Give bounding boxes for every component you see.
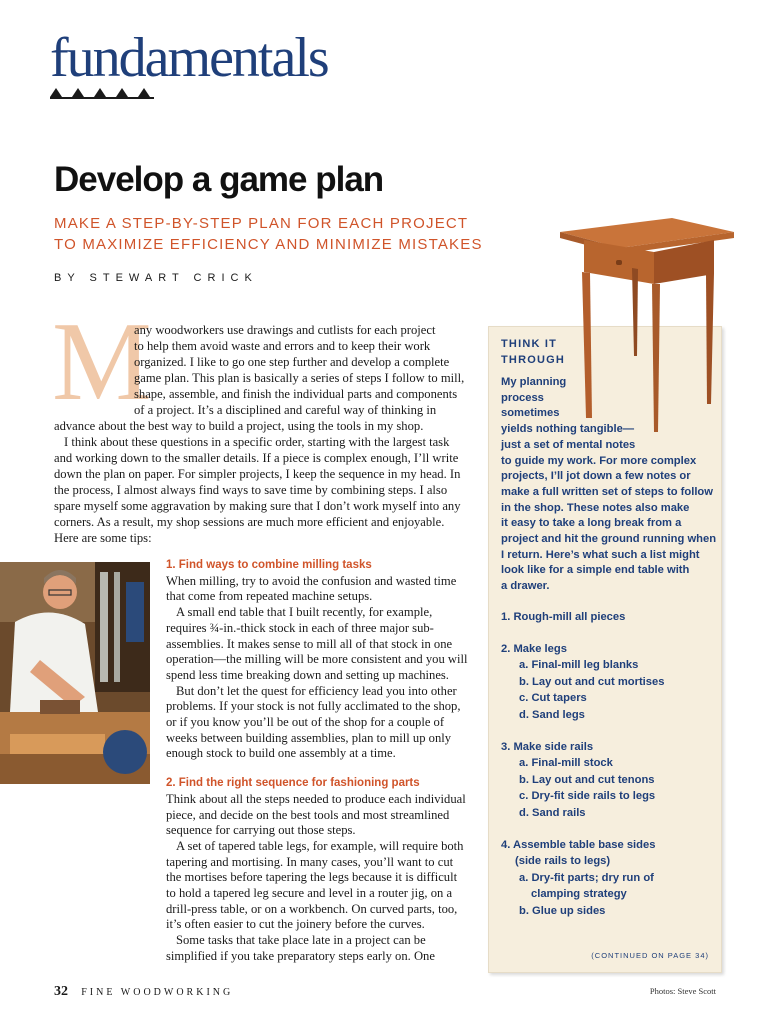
sidebar-line: yields nothing tangible— bbox=[501, 423, 635, 436]
sidebar-line: to guide my work. For more complex bbox=[501, 454, 697, 467]
intro-indented-block bbox=[134, 322, 468, 418]
triangle-icon bbox=[72, 88, 84, 97]
headline: Develop a game plan bbox=[54, 160, 384, 199]
sidebar-line: it easy to take a long break from a bbox=[501, 517, 682, 530]
substep-item: c. Cut tapers bbox=[519, 692, 587, 705]
step-item: 4. Assemble table base sides bbox=[501, 838, 656, 851]
sidebar-line: just a set of mental notes bbox=[501, 438, 636, 451]
deck-line: MAKE A STEP-BY-STEP PLAN FOR EACH PROJECT bbox=[54, 215, 469, 232]
intro-text bbox=[54, 322, 468, 546]
triangle-icon bbox=[138, 88, 150, 97]
masthead-title: fundamentals bbox=[50, 27, 328, 89]
step-item: 2. Make legs bbox=[501, 642, 567, 655]
substep-item: d. Sand legs bbox=[519, 708, 585, 721]
end-table-photo bbox=[556, 218, 736, 440]
substep-item: b. Lay out and cut tenons bbox=[519, 773, 655, 786]
triangle-icon bbox=[94, 88, 106, 97]
sidebar-line: a drawer. bbox=[501, 580, 550, 593]
substep-item: a. Final-mill leg blanks bbox=[519, 659, 639, 672]
sidebar-line: I return. Here’s what such a list might bbox=[501, 548, 700, 561]
sidebar-line: My planning bbox=[501, 376, 567, 388]
intro-line: of a project. It’s a disciplined and careful way of thinking in bbox=[134, 403, 437, 417]
list-spacer bbox=[501, 724, 717, 739]
list-spacer bbox=[501, 822, 717, 837]
magazine-name: FINE WOODWORKING bbox=[81, 987, 234, 998]
sidebar-line: projects, I’ll jot down a few notes or bbox=[501, 470, 691, 483]
intro-line: any woodworkers use drawings and cutlists for each project bbox=[134, 323, 436, 337]
sidebar-title-line: THINK IT bbox=[501, 338, 558, 350]
masthead-ornament bbox=[50, 88, 150, 97]
intro-line: to help them avoid waste and errors and to keep their work bbox=[134, 339, 431, 353]
substep-item: a. Final-mill stock bbox=[519, 757, 613, 770]
substep-continuation: clamping strategy bbox=[531, 888, 627, 901]
section-heading: 2. Find the right sequence for fashioning parts bbox=[166, 777, 420, 790]
body-paragraph: A small end table that I built recently, for example, requires ¾-in.-thick stock in each of three major sub-assemblies. It makes sense to mill all of that stock in one operation—the milling will be more consistent and you will spend less time breaking down and setting up machines. bbox=[166, 605, 468, 682]
triangle-icon bbox=[116, 88, 128, 97]
byline: BY STEWART CRICK bbox=[54, 272, 258, 284]
step-item: 3. Make side rails bbox=[501, 740, 594, 753]
body-paragraph: When milling, try to avoid the confusion and wasted time that come from repeated machine setups. bbox=[166, 573, 457, 604]
sidebar-step-list bbox=[501, 609, 717, 920]
sidebar-title-line: THROUGH bbox=[501, 354, 566, 366]
sidebar-line: project and hit the ground running when bbox=[501, 533, 717, 546]
triangle-icon bbox=[50, 88, 62, 97]
drop-cap: M bbox=[52, 300, 152, 424]
body-paragraph: I think about these questions in a specific order, starting with the largest task and working down to the smaller details. If a piece is complex enough, I’ll write down the plan on paper. For simpler projects, I keep the sequence in my head. In the process, I almost always find ways to save time by combining steps. I also spare myself some aggravation by making sure that I don’t work myself into any corners. As a result, my shop sessions are much more efficient and enjoyable. Here are some tips: bbox=[54, 435, 461, 545]
sidebar-line: in the shop. These notes also make bbox=[501, 501, 690, 514]
body-paragraph: But don’t let the quest for efficiency lead you into other problems. If your stock is not fully acclimated to the shop, or if you know you’ll be out of the shop for a couple of weeks between building assemblies, plan to mill up only enough stock to build one assembly at a time. bbox=[166, 683, 461, 761]
continued-note: (CONTINUED ON PAGE 34) bbox=[591, 951, 709, 960]
woodworker-illustration bbox=[0, 562, 150, 784]
section-gap bbox=[166, 762, 468, 776]
article-column-2 bbox=[166, 558, 468, 965]
intro-line: organized. I like to go one step further and develop a complete bbox=[134, 355, 450, 369]
intro-line: advance about the best way to build a project, using the tools in my shop. bbox=[54, 419, 424, 433]
substep-item: c. Dry-fit side rails to legs bbox=[519, 790, 656, 803]
intro-line: game plan. This plan is basically a series of steps I follow to mill, bbox=[134, 371, 465, 385]
woodworker-photo bbox=[0, 562, 150, 784]
substep-item: a. Dry-fit parts; dry run of bbox=[519, 871, 654, 884]
section-heading: 1. Find ways to combine milling tasks bbox=[166, 559, 372, 571]
deck bbox=[54, 213, 483, 255]
deck-line: TO MAXIMIZE EFFICIENCY AND MINIMIZE MISTAKES bbox=[54, 236, 483, 253]
masthead bbox=[50, 28, 328, 88]
sidebar-line: look like for a simple end table with bbox=[501, 564, 690, 577]
body-paragraph: Some tasks that take place late in a project can be simplified if you take preparatory steps early on. One bbox=[166, 933, 435, 963]
intro-line: shape, assemble, and finish the individual parts and components bbox=[134, 387, 458, 401]
step-continuation: (side rails to legs) bbox=[515, 855, 611, 868]
sidebar-line: sometimes bbox=[501, 407, 560, 420]
end-table-illustration bbox=[556, 218, 736, 440]
step-item: 1. Rough-mill all pieces bbox=[501, 611, 626, 623]
photo-credit: Photos: Steve Scott bbox=[649, 986, 716, 996]
body-paragraph: Think about all the steps needed to produce each individual piece, and decide on the best tools and most streamlined sequence for carrying out those steps. bbox=[166, 791, 466, 838]
page-footer bbox=[54, 983, 233, 1000]
list-spacer bbox=[501, 626, 717, 641]
substep-item: d. Sand rails bbox=[519, 806, 586, 819]
body-paragraph: A set of tapered table legs, for example, will require both tapering and mortising. In many cases, you’ll want to cut the mortises before tapering the legs because it is difficult to hold a tapered leg secure and level in a router jig, on a drill-press table, or on a workbench. On curved parts, too, it’s often easier to cut the joinery before the curves. bbox=[166, 838, 464, 932]
sidebar-line: make a full written set of steps to follow bbox=[501, 485, 713, 498]
page-number: 32 bbox=[54, 984, 68, 999]
masthead-rule bbox=[50, 97, 154, 99]
substep-item: b. Glue up sides bbox=[519, 904, 606, 917]
sidebar-line: process bbox=[501, 391, 544, 404]
substep-item: b. Lay out and cut mortises bbox=[519, 675, 665, 688]
